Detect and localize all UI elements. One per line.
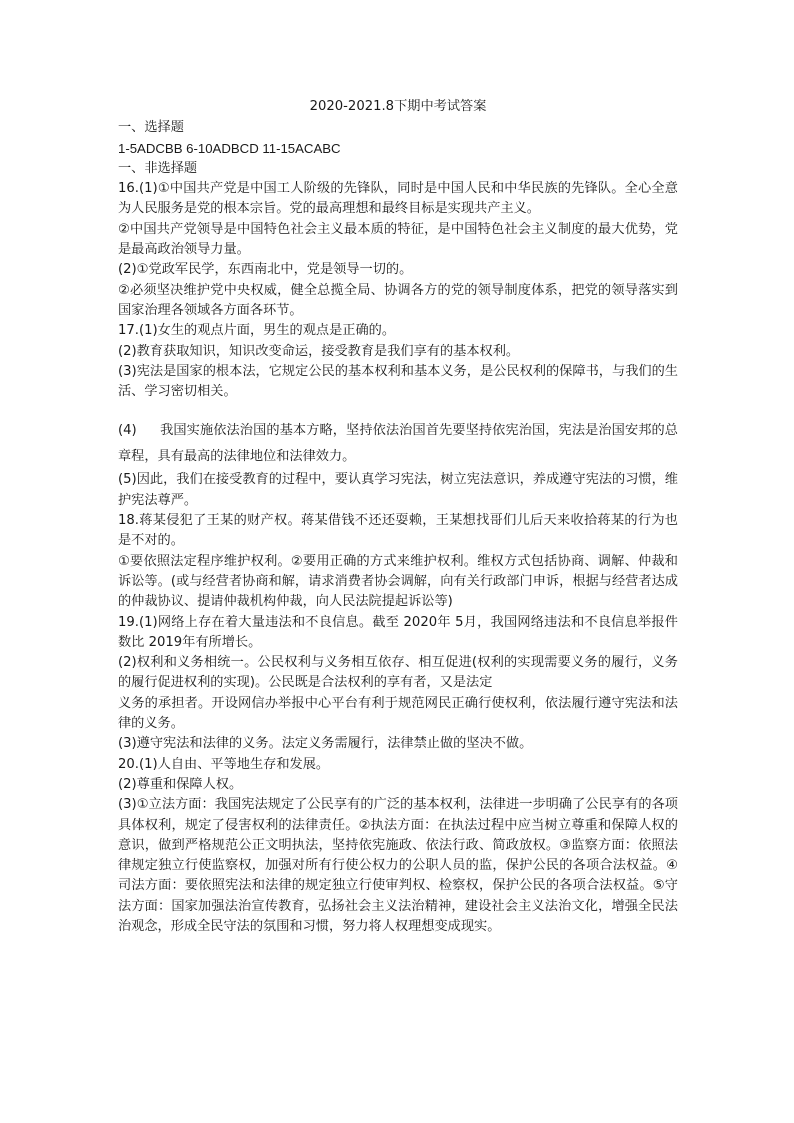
q19-part3: (3)遵守宪法和法律的义务。法定义务需履行，法律禁止做的坚决不做。 — [118, 736, 533, 752]
q17-part4-number: (4) — [118, 423, 137, 439]
q17-part1: 17.(1)女生的观点片面，男生的观点是正确的。 — [118, 323, 396, 339]
q18-para2: ①要依照法定程序维护权利。②要用正确的方式来维护权利。维权方式包括协商、调解、仲裁和诉讼等。(或与经营者协商和解，请求消费者协会调解，向有关行政部门申诉，根据与经营者达成的仲裁协议、提请仲裁机构仲裁，向人民法院提起诉讼等) — [118, 553, 678, 610]
q17-part2: (2)教育获取知识，知识改变命运，接受教育是我们享有的基本权利。 — [118, 343, 520, 359]
q17-part3: (3)宪法是国家的根本法，它规定公民的基本权利和基本义务，是公民权利的保障书，与我们的生活、学习密切相关。 — [118, 363, 678, 400]
q18-para1: 18.蒋某侵犯了王某的财产权。蒋某借钱不还还耍赖，王某想找哥们儿后天来收拾蒋某的行为也是不对的。 — [118, 513, 678, 549]
q16-part2-para2: ②必须坚决维护党中央权威，健全总揽全局、协调各方的党的领导制度体系，把党的领导落实到国家治理各领域各方面各环节。 — [118, 282, 678, 318]
choice-answers: 1-5ADCBB 6-10ADBCD 11-15ACABC — [118, 140, 341, 156]
paragraph-gap — [118, 402, 678, 418]
q19-part1: 19.(1)网络上存在着大量违法和不良信息。截至 2020年 5月，我国网络违法和不良信息举报件数比 2019年有所增长。 — [118, 614, 678, 650]
q16-part2-para1: (2)①党政军民学，东西南北中，党是领导一切的。 — [118, 262, 413, 278]
q20-part3: (3)①立法方面：我国宪法规定了公民享有的广泛的基本权利，法律进一步明确了公民享有的各项具体权利，规定了侵害权利的法律责任。②执法方面：在执法过程中应当树立尊重和保障人权的意识，做到严格规范公正文明执法，坚持依宪施政、依法行政、简政放权。③监察方面：依照法律规定独立行使监察权，加强对所有行使公权力的公职人员的监，保护公民的各项合法权益。④司法方面：要依照宪法和法律的规定独立行使审判权、检察权，保护公民的各项合法权益。⑤守法方面：国家加强法治宣传教育，弘扬社会主义法治精神，建设社会主义法治文化，增强全民法治观念，形成全民守法的氛围和习惯，努力将人权理想变成现实。 — [118, 797, 678, 934]
q16-part1-para1: 16.(1)①中国共产党是中国工人阶级的先锋队，同时是中国人民和中华民族的先锋队。全心全意为人民服务是党的根本宗旨。党的最高理想和最终目标是实现共产主义。 — [118, 181, 678, 217]
section-heading-nonchoice: 一、非选择题 — [118, 160, 198, 176]
section-heading-choice: 一、选择题 — [118, 120, 184, 136]
q17-part5: (5)因此，我们在接受教育的过程中，要认真学习宪法，树立宪法意识，养成遵守宪法的习惯，维护宪法尊严。 — [118, 472, 678, 508]
q17-part4 — [118, 418, 678, 470]
q17-part4-text: 我国实施依法治国的基本方略，坚持依法治国首先要坚持依宪治国，宪法是治国安邦的总章程，具有最高的法律地位和法律效力。 — [118, 423, 678, 465]
page-title: 2020-2021.8下期中考试答案 — [309, 99, 487, 114]
q19-part2: (2)权利和义务相统一。公民权利与义务相互依存、相互促进(权利的实现需要义务的履行，义务的履行促进权利的实现)。公民既是合法权利的享有者，又是法定 — [118, 655, 678, 691]
q20-part1: 20.(1)人自由、平等地生存和发展。 — [118, 756, 330, 772]
q20-part2: (2)尊重和保障人权。 — [118, 776, 243, 792]
q19-part2-cont: 义务的承担者。开设网信办举报中心平台有利于规范网民正确行使权利，依法履行遵守宪法和法律的义务。 — [118, 695, 678, 732]
q16-part1-para2: ②中国共产党领导是中国特色社会主义最本质的特征，是中国特色社会主义制度的最大优势，党是最高政治领导力量。 — [118, 221, 678, 258]
answer-sheet — [118, 97, 678, 937]
